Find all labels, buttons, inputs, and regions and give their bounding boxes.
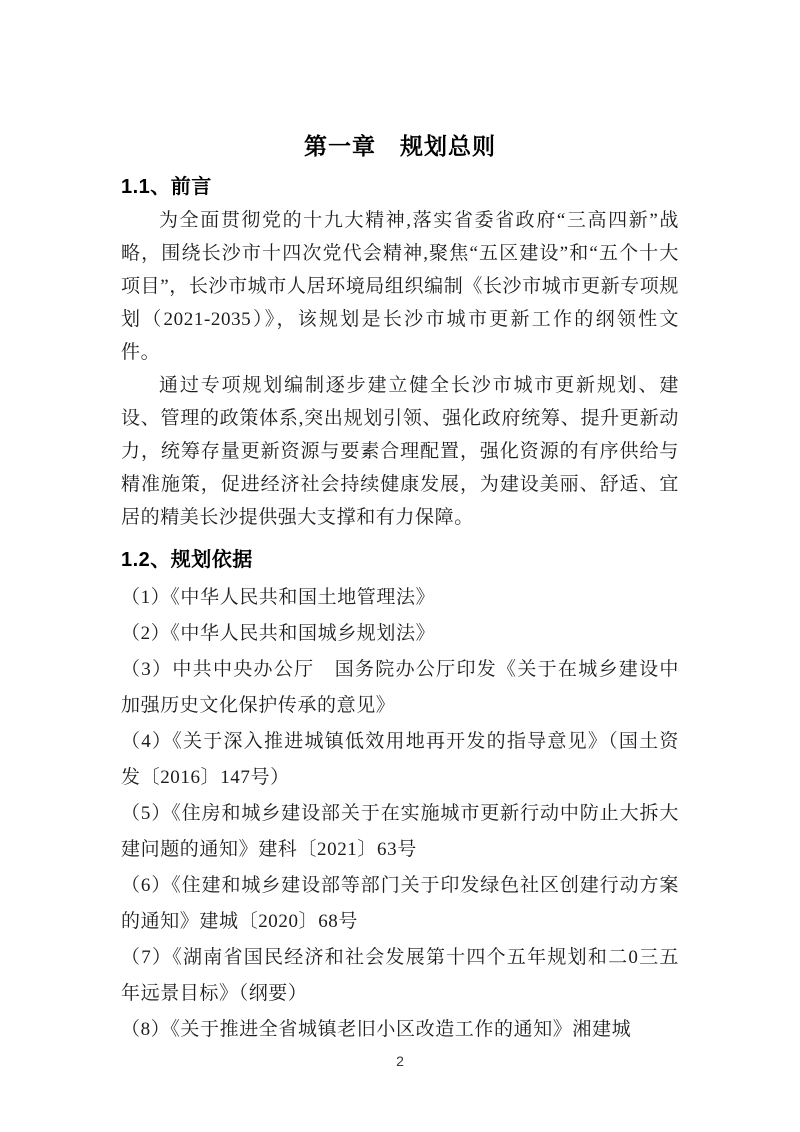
- reference-item: （3）中共中央办公厅 国务院办公厅印发《关于在城乡建设中加强历史文化保护传承的意见》: [121, 659, 679, 716]
- reference-item: （1）《中华人民共和国土地管理法》: [121, 587, 436, 608]
- reference-list: [121, 580, 679, 1048]
- page-content: [121, 0, 679, 1048]
- paragraph: 通过专项规划编制逐步建立健全长沙市城市更新规划、建设、管理的政策体系,突出规划引领、强化政府统筹、提升更新动力，统筹存量更新资源与要素合理配置，强化资源的有序供给与精准施策，促进经济社会持续健康发展，为建设美丽、舒适、宜居的精美长沙提供强大支撑和有力保障。: [121, 375, 679, 528]
- reference-item: （5）《住房和城乡建设部关于在实施城市更新行动中防止大拆大建问题的通知》建科〔2021〕63号: [121, 803, 679, 860]
- reference-item: （4）《关于深入推进城镇低效用地再开发的指导意见》（国土资发〔2016〕147号）: [121, 731, 679, 788]
- page-number: 2: [396, 1053, 404, 1069]
- reference-item: （8）《关于推进全省城镇老旧小区改造工作的通知》湘建城: [121, 1019, 632, 1040]
- reference-item: （6）《住建和城乡建设部等部门关于印发绿色社区创建行动方案的通知》建城〔2020〕68号: [121, 875, 679, 932]
- section-heading-foreword: 1.1、前言: [121, 176, 212, 198]
- reference-item: （2）《中华人民共和国城乡规划法》: [121, 623, 436, 644]
- chapter-title: 第一章 规划总则: [304, 133, 496, 159]
- section-heading-planning-basis: 1.2、规划依据: [121, 549, 253, 571]
- paragraph: 为全面贯彻党的十九大精神,落实省委省政府“三高四新”战略，围绕长沙市十四次党代会精神,聚焦“五区建设”和“五个十大项目”，长沙市城市人居环境局组织编制《长沙市城市更新专项规划（2021-2035）》，该规划是长沙市城市更新工作的纲领性文件。: [121, 210, 679, 363]
- reference-item: （7）《湖南省国民经济和社会发展第十四个五年规划和二0三五年远景目标》（纲要）: [121, 947, 679, 1004]
